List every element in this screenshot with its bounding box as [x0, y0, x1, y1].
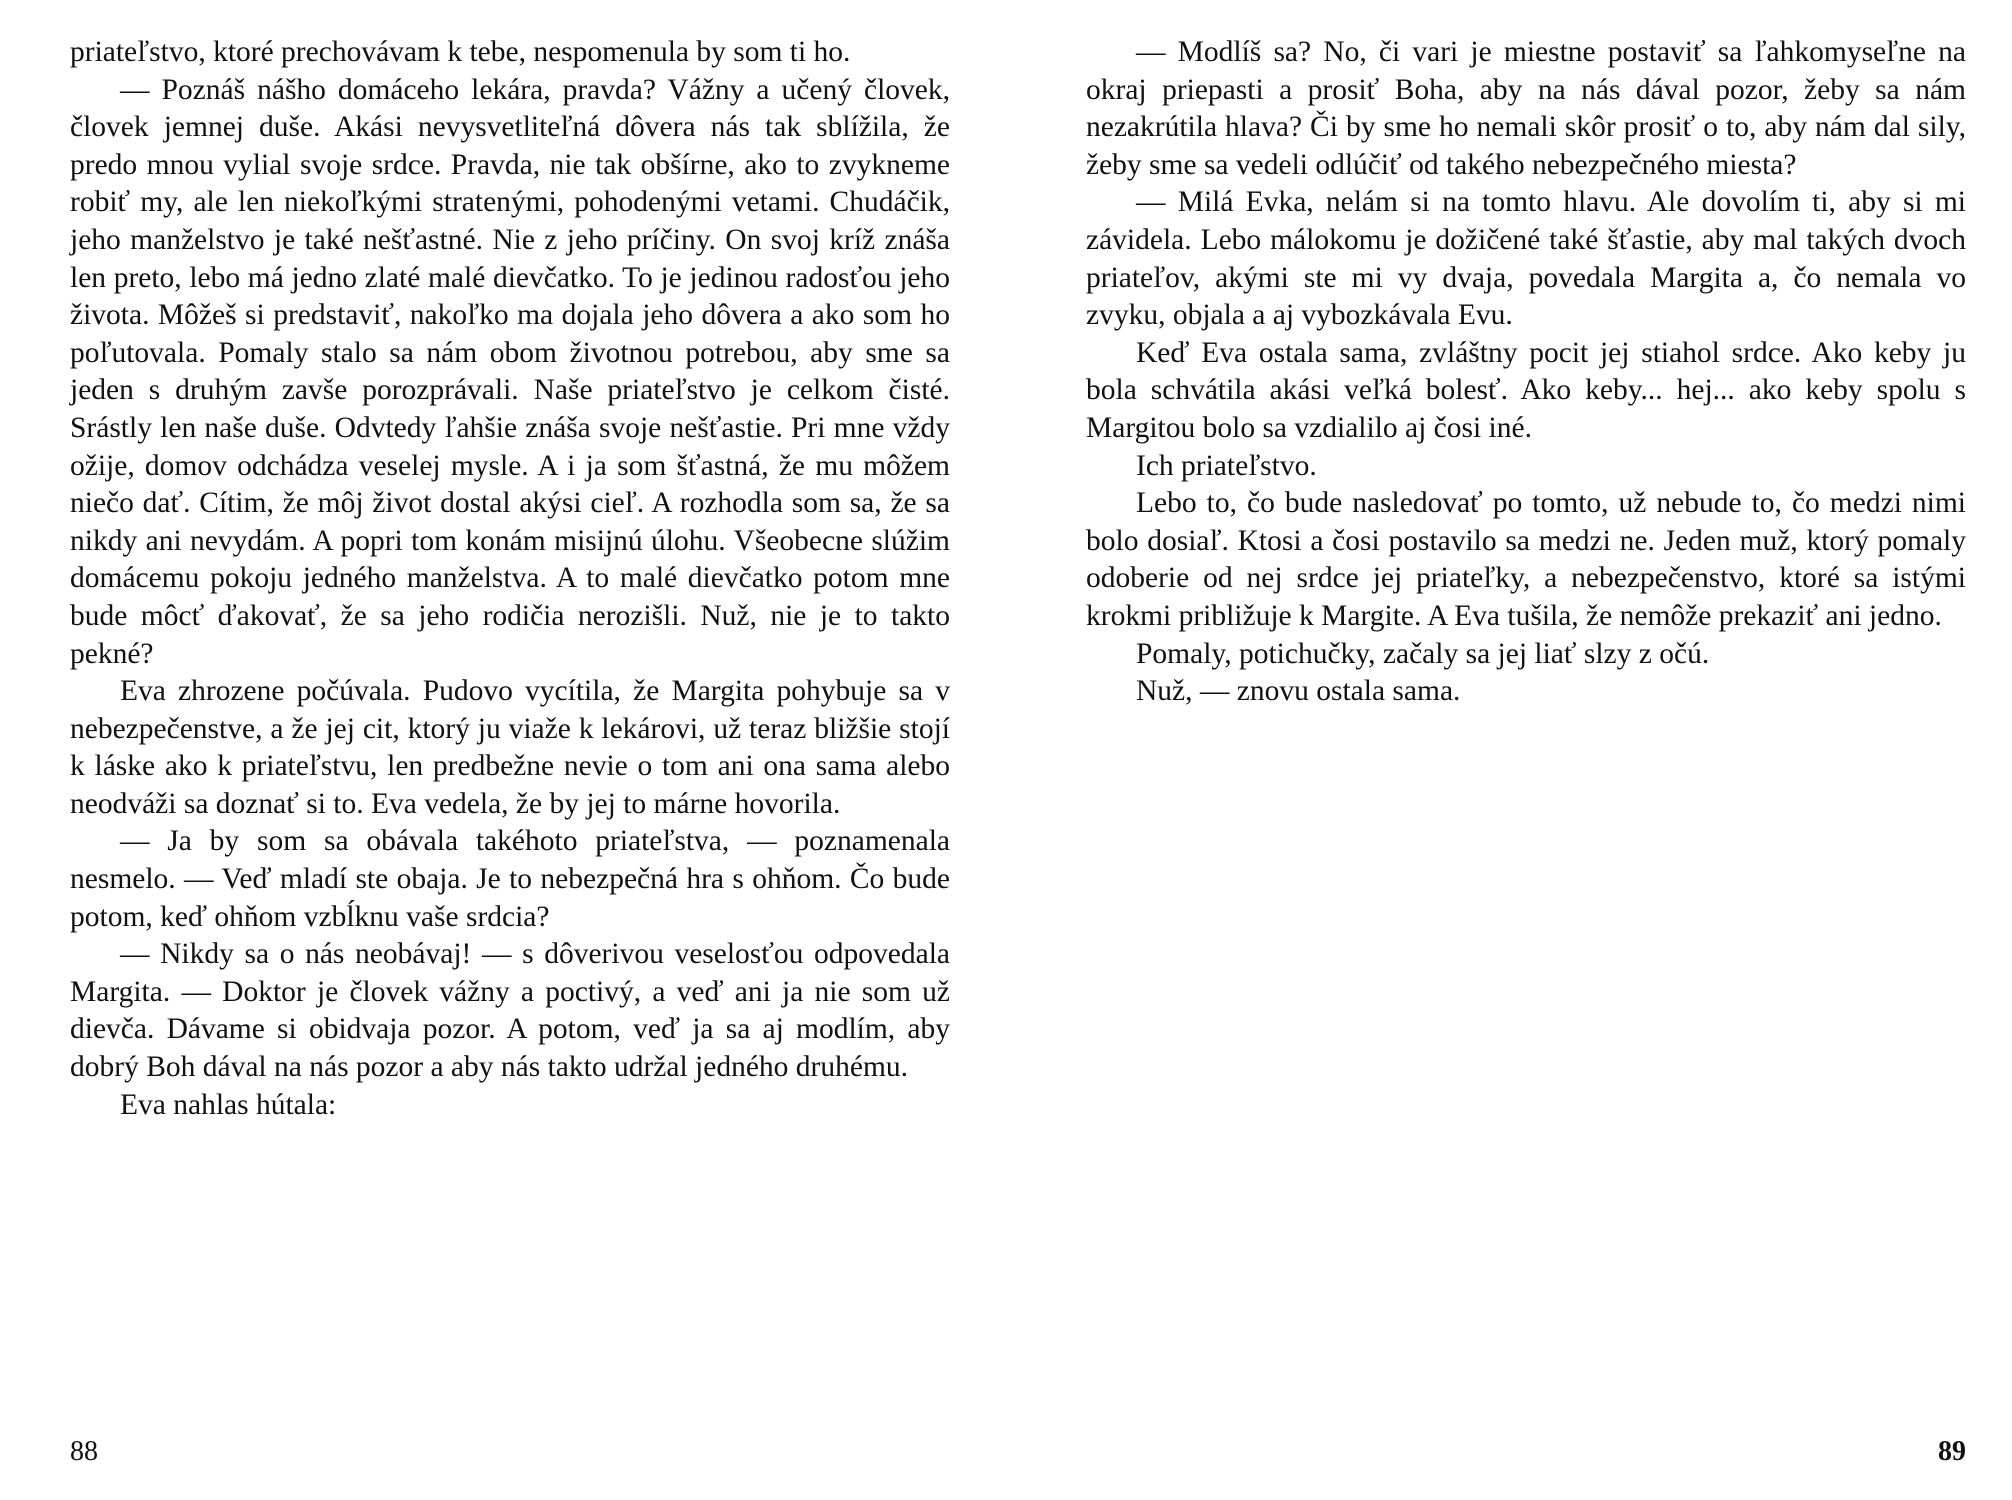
paragraph: Eva zhrozene počúvala. Pudovo vycítila, že Margita pohybuje sa v nebezpečenstve, a že jej cit, ktorý ju viaže k lekárovi, už teraz bližšie stojí k láske ako k priateľstvu, len predbežne nevie o tom ani ona sama alebo neodváži sa doznať si to. Eva vedela, že by jej to márne hovorila.: [70, 675, 950, 820]
paragraph: — Milá Evka, nelám si na tomto hlavu. Ale dovolím ti, aby si mi závidela. Lebo málokomu je dožičené také šťastie, aby mal takých dvoch priateľov, akými ste mi vy dvaja, povedala Margita a, čo nemala vo zvyku, objala a aj vybozkávala Evu.: [1086, 186, 1966, 332]
paragraph: Nuž, — znovu ostala sama.: [1136, 675, 1461, 708]
paragraph: Keď Eva ostala sama, zvláštny pocit jej stiahol srdce. Ako keby ju bola schvátila akási veľká bolesť. Ako keby... hej... ako keby spolu s Margitou bolo sa vzdialilo aj čosi iné.: [1086, 336, 1966, 444]
paragraph: — Ja by som sa obávala takéhoto priateľstva, — poznamenala nesmelo. — Veď mladí ste obaja. Je to nebezpečná hra s ohňom. Čo bude potom, keď ohňom vzbĺknu vaše srdcia?: [70, 825, 950, 933]
left-page-text: [70, 34, 950, 1124]
paragraph: — Poznáš nášho domáceho lekára, pravda? Vážny a učený človek, človek jemnej duše. Akási nevysvetliteľná dôvera nás tak sblížila, že predo mnou vylial svoje srdce. Pravda, nie tak obšírne, ako to zvykneme robiť my, ale len niekoľkými stratenými, pohodenými vetami. Chudáčik, jeho manželstvo je také nešťastné. Nie z jeho príčiny. On svoj kríž znáša len preto, lebo má jedno zlaté malé dievčatko. To je jedinou radosťou jeho života. Môžeš si predstaviť, nakoľko ma dojala jeho dôvera a ako som ho poľutovala. Pomaly stalo sa nám obom životnou potrebou, aby sme sa jeden s druhým zavše porozprávali. Naše priateľstvo je celkom čisté. Srástly len naše duše. Odvtedy ľahšie znáša svoje nešťastie. Pri mne vždy ožije, domov odchádza veselej mysle. A i ja som šťastná, že mu môžem niečo dať. Cítim, že môj život dostal akýsi cieľ. A rozhodla som sa, že sa nikdy ani nevydám. A popri tom konám misijnú úlohu. Všeobecne slúžim domácemu pokoju jedného manželstva. A to malé dievčatko potom mne bude môcť ďakovať, že sa jeho rodičia nerozišli. Nuž, nie je to takto pekné?: [70, 73, 950, 670]
paragraph: priateľstvo, ktoré prechovávam k tebe, nespomenula by som ti ho.: [70, 36, 851, 68]
paragraph: — Modlíš sa? No, či vari je miestne postaviť sa ľahkomyseľne na okraj priepasti a prosiť Boha, aby na nás dával pozor, žeby sa nám nezakrútila hlava? Či by sme ho nemali skôr prosiť o to, aby nám dal sily, žeby sme sa vedeli odlúčiť od takého nebezpečného miesta?: [1086, 36, 1966, 181]
paragraph: Lebo to, čo bude nasledovať po tomto, už nebude to, čo medzi nimi bolo dosiaľ. Ktosi a čosi postavilo sa medzi ne. Jeden muž, ktorý pomaly odoberie od nej srdce jej priateľky, a nebezpečenstvo, ktoré sa istými krokmi približuje k Margite. A Eva tušila, že nemôže prekaziť ani jedno.: [1086, 487, 1966, 632]
left-page: [70, 0, 950, 1500]
right-page: [1086, 0, 1966, 1500]
page-number-right: 89: [1938, 1436, 1966, 1467]
paragraph: — Nikdy sa o nás neobávaj! — s dôverivou veselosťou odpovedala Margita. — Doktor je človek vážny a poctivý, a veď ani ja nie som už dievča. Dávame si obidvaja pozor. A potom, veď ja sa aj modlím, aby dobrý Boh dával na nás pozor a aby nás takto udržal jedného druhému.: [70, 938, 950, 1084]
book-spine: [1005, 0, 1006, 1500]
paragraph: Pomaly, potichučky, začaly sa jej liať slzy z očú.: [1136, 637, 1710, 670]
paragraph: Ich priateľstvo.: [1136, 449, 1317, 482]
paragraph: Eva nahlas hútala:: [120, 1088, 337, 1121]
right-page-text: [1086, 34, 1966, 711]
page-number-left: 88: [70, 1436, 98, 1467]
